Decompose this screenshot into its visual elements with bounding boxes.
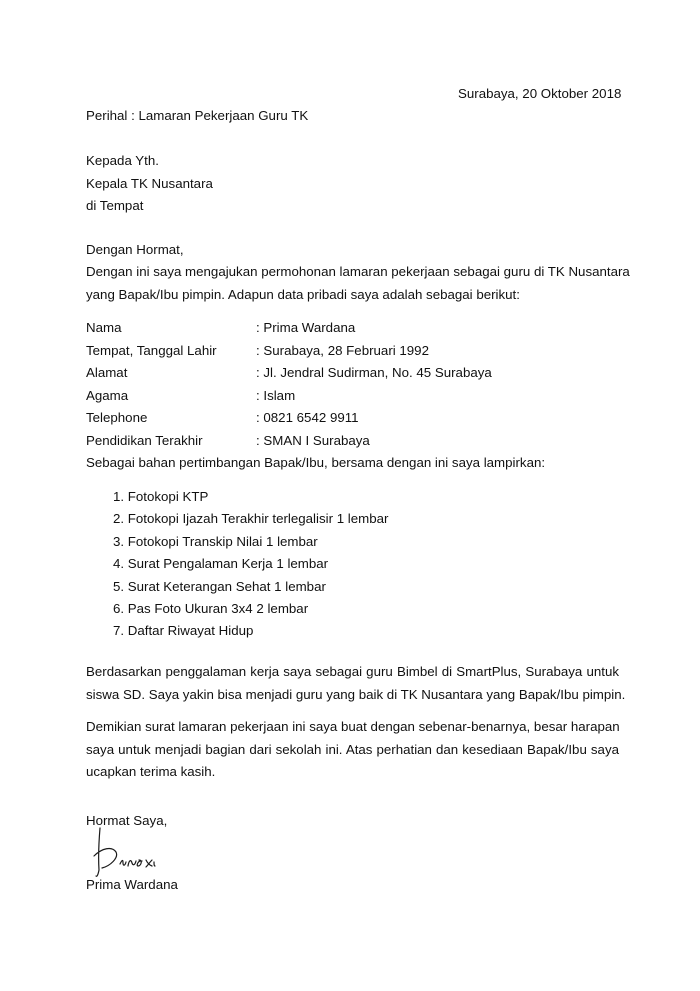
personal-data-row xyxy=(86,433,492,456)
attachments-intro: Sebagai bahan pertimbangan Bapak/Ibu, bersama dengan ini saya lampirkan: xyxy=(86,455,546,470)
data-label: Alamat xyxy=(86,365,128,380)
data-label: Telephone xyxy=(86,410,148,425)
paragraph-line: siswa SD. Saya yakin bisa menjadi guru yang baik di TK Nusantara yang Bapak/Ibu pimpin. xyxy=(86,686,626,702)
data-value: : Surabaya, 28 Februari 1992 xyxy=(256,342,429,358)
paragraph-line: ucapkan terima kasih. xyxy=(86,764,216,779)
handwritten-signature xyxy=(92,826,162,878)
personal-data-row xyxy=(86,388,492,411)
attachment-item: 1. Fotokopi KTP xyxy=(113,489,209,504)
data-label: Agama xyxy=(86,387,129,403)
data-value: : SMAN I Surabaya xyxy=(256,432,370,448)
attachment-item: 2. Fotokopi Ijazah Terakhir terlegalisir 1 lembar xyxy=(113,511,389,527)
paragraph-line: Berdasarkan penggalaman kerja saya sebagai guru Bimbel di SmartPlus, Surabaya untuk xyxy=(86,664,619,679)
personal-data-row xyxy=(86,410,492,433)
recipient-line: Kepala TK Nusantara xyxy=(86,175,213,191)
paragraph-line: saya untuk menjadi bagian dari sekolah ini. Atas perhatian dan kesediaan Bapak/Ibu saya xyxy=(86,741,619,757)
personal-data-row xyxy=(86,320,492,343)
attachment-item: 6. Pas Foto Ukuran 3x4 2 lembar xyxy=(113,600,309,616)
closing-salutation: Hormat Saya, xyxy=(86,813,168,828)
recipient-block xyxy=(86,153,213,221)
intro-line: yang Bapak/Ibu pimpin. Adapun data pribadi saya adalah sebagai berikut: xyxy=(86,286,520,302)
intro-paragraph xyxy=(86,264,630,309)
data-label: Tempat, Tanggal Lahir xyxy=(86,342,217,358)
data-label: Nama xyxy=(86,320,122,335)
paragraph-line: Demikian surat lamaran pekerjaan ini saya buat dengan sebenar-benarnya, besar harapan xyxy=(86,719,620,734)
experience-paragraph xyxy=(86,664,626,709)
subject-line: Perihal : Lamaran Pekerjaan Guru TK xyxy=(86,108,309,123)
personal-data-row xyxy=(86,365,492,388)
attachment-item: 7. Daftar Riwayat Hidup xyxy=(113,623,254,639)
data-value: : Jl. Jendral Sudirman, No. 45 Surabaya xyxy=(256,365,492,380)
greeting: Dengan Hormat, xyxy=(86,242,184,257)
intro-line: Dengan ini saya mengajukan permohonan lamaran pekerjaan sebagai guru di TK Nusantara xyxy=(86,264,630,279)
place-date: Surabaya, 20 Oktober 2018 xyxy=(458,86,622,101)
data-label: Pendidikan Terakhir xyxy=(86,432,203,448)
attachment-item: 5. Surat Keterangan Sehat 1 lembar xyxy=(113,578,326,594)
attachment-item: 4. Surat Pengalaman Kerja 1 lembar xyxy=(113,556,329,572)
recipient-line: Kepada Yth. xyxy=(86,153,159,168)
signer-name: Prima Wardana xyxy=(86,877,178,892)
data-value: : Prima Wardana xyxy=(256,320,356,335)
attachment-item: 3. Fotokopi Transkip Nilai 1 lembar xyxy=(113,533,318,549)
personal-data-row xyxy=(86,343,492,366)
personal-data-table xyxy=(86,320,492,455)
recipient-line: di Tempat xyxy=(86,198,144,213)
attachments-list xyxy=(113,489,388,646)
data-value: : 0821 6542 9911 xyxy=(256,410,359,425)
data-value: : Islam xyxy=(256,387,296,403)
closing-paragraph xyxy=(86,719,619,787)
